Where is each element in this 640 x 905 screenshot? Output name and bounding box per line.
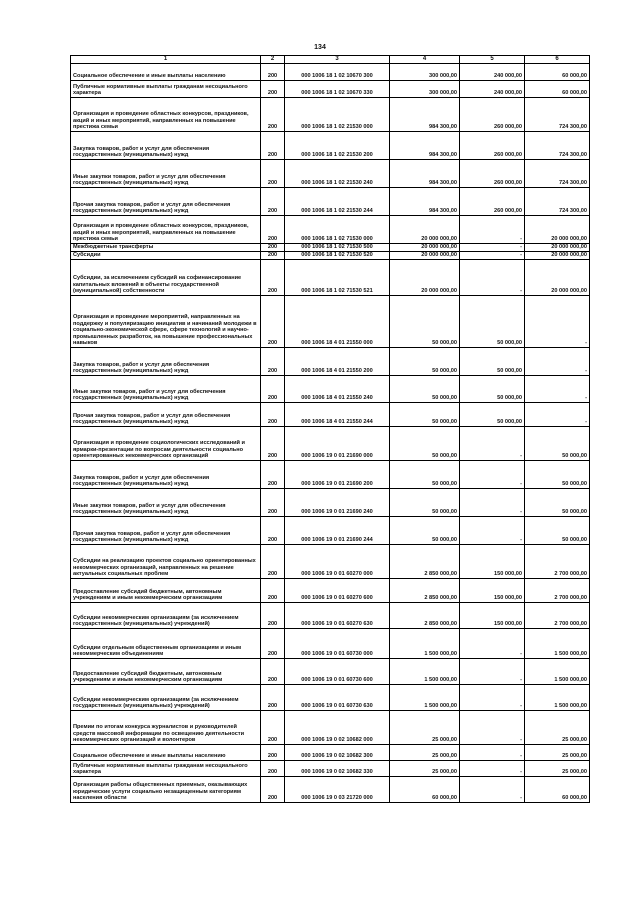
row-line-code-cell: 200 <box>261 545 285 579</box>
row-executed-amount-cell: - <box>460 244 525 252</box>
row-unexecuted-amount-cell: - <box>525 376 590 403</box>
row-unexecuted-amount-cell: 2 700 000,00 <box>525 579 590 603</box>
row-line-code-cell: 200 <box>261 348 285 376</box>
row-executed-amount-cell: 50 000,00 <box>460 296 525 348</box>
row-unexecuted-amount-cell: 1 500 000,00 <box>525 659 590 685</box>
row-unexecuted-amount-cell: 724 300,00 <box>525 98 590 132</box>
row-executed-amount-cell: 240 000,00 <box>460 81 525 98</box>
row-classification-code-cell: 000 1006 19 0 01 60730 000 <box>285 629 390 659</box>
row-classification-code-cell: 000 1006 18 4 01 21550 000 <box>285 296 390 348</box>
row-classification-code-cell: 000 1006 19 0 03 21720 000 <box>285 777 390 803</box>
row-approved-amount-cell: 2 850 000,00 <box>390 579 460 603</box>
table-row <box>71 296 590 348</box>
row-approved-amount-cell: 984 300,00 <box>390 132 460 160</box>
row-name-cell: Предоставление субсидий бюджетным, автономным учреждениям и иным некоммерческим организациям <box>71 659 261 685</box>
row-classification-code-cell: 000 1006 19 0 01 60730 600 <box>285 659 390 685</box>
row-classification-code-cell: 000 1006 19 0 02 10682 300 <box>285 745 390 761</box>
row-classification-code-cell: 000 1006 19 0 02 10682 330 <box>285 761 390 777</box>
row-classification-code-cell: 000 1006 18 1 02 10670 300 <box>285 64 390 81</box>
row-executed-amount-cell: - <box>460 659 525 685</box>
row-line-code-cell: 200 <box>261 376 285 403</box>
row-executed-amount-cell: - <box>460 711 525 745</box>
row-line-code-cell: 200 <box>261 403 285 427</box>
row-line-code-cell: 200 <box>261 461 285 489</box>
row-executed-amount-cell: 260 000,00 <box>460 188 525 216</box>
table-row <box>71 517 590 545</box>
row-unexecuted-amount-cell: 60 000,00 <box>525 777 590 803</box>
row-approved-amount-cell: 50 000,00 <box>390 296 460 348</box>
row-classification-code-cell: 000 1006 18 1 02 21530 240 <box>285 160 390 188</box>
row-approved-amount-cell: 1 500 000,00 <box>390 629 460 659</box>
row-name-cell: Субсидии отдельным общественным организациям и иным некоммерческим объединениям <box>71 629 261 659</box>
row-approved-amount-cell: 25 000,00 <box>390 711 460 745</box>
table-row <box>71 545 590 579</box>
row-executed-amount-cell: - <box>460 489 525 517</box>
row-executed-amount-cell: 260 000,00 <box>460 132 525 160</box>
row-approved-amount-cell: 300 000,00 <box>390 64 460 81</box>
row-classification-code-cell: 000 1006 19 0 02 10682 000 <box>285 711 390 745</box>
row-name-cell: Закупка товаров, работ и услуг для обеспечения государственных (муниципальных) нужд <box>71 348 261 376</box>
row-classification-code-cell: 000 1006 18 4 01 21550 240 <box>285 376 390 403</box>
row-approved-amount-cell: 1 500 000,00 <box>390 685 460 711</box>
row-unexecuted-amount-cell: 2 700 000,00 <box>525 603 590 629</box>
row-approved-amount-cell: 25 000,00 <box>390 761 460 777</box>
row-executed-amount-cell: 260 000,00 <box>460 98 525 132</box>
row-classification-code-cell: 000 1006 18 1 02 71530 500 <box>285 244 390 252</box>
row-line-code-cell: 200 <box>261 244 285 252</box>
row-approved-amount-cell: 2 850 000,00 <box>390 545 460 579</box>
row-unexecuted-amount-cell: 50 000,00 <box>525 461 590 489</box>
table-row <box>71 629 590 659</box>
row-approved-amount-cell: 50 000,00 <box>390 489 460 517</box>
row-name-cell: Предоставление субсидий бюджетным, автономным учреждениям и иным некоммерческим организациям <box>71 579 261 603</box>
table-row <box>71 461 590 489</box>
row-name-cell: Субсидии на реализацию проектов социально ориентированных некоммерческих организаций, направленных на решение актуальных социальных проблем <box>71 545 261 579</box>
row-name-cell: Прочая закупка товаров, работ и услуг для обеспечения государственных (муниципальных) нужд <box>71 517 261 545</box>
row-unexecuted-amount-cell: 724 300,00 <box>525 188 590 216</box>
row-approved-amount-cell: 50 000,00 <box>390 461 460 489</box>
row-approved-amount-cell: 20 000 000,00 <box>390 216 460 244</box>
row-line-code-cell: 200 <box>261 160 285 188</box>
row-executed-amount-cell: 150 000,00 <box>460 545 525 579</box>
row-line-code-cell: 200 <box>261 659 285 685</box>
row-approved-amount-cell: 50 000,00 <box>390 348 460 376</box>
row-executed-amount-cell: - <box>460 685 525 711</box>
row-name-cell: Социальное обеспечение и иные выплаты населению <box>71 745 261 761</box>
budget-table <box>70 55 590 803</box>
row-executed-amount-cell: 260 000,00 <box>460 160 525 188</box>
row-line-code-cell: 200 <box>261 81 285 98</box>
table-row <box>71 244 590 252</box>
row-line-code-cell: 200 <box>261 579 285 603</box>
row-classification-code-cell: 000 1006 18 1 02 21530 000 <box>285 98 390 132</box>
column-header: 4 <box>390 56 460 64</box>
row-executed-amount-cell: 150 000,00 <box>460 579 525 603</box>
row-executed-amount-cell: 50 000,00 <box>460 376 525 403</box>
row-line-code-cell: 200 <box>261 252 285 260</box>
row-name-cell: Публичные нормативные выплаты гражданам несоциального характера <box>71 761 261 777</box>
row-name-cell: Социальное обеспечение и иные выплаты населению <box>71 64 261 81</box>
row-approved-amount-cell: 20 000 000,00 <box>390 260 460 296</box>
table-row <box>71 64 590 81</box>
row-approved-amount-cell: 984 300,00 <box>390 188 460 216</box>
row-line-code-cell: 200 <box>261 260 285 296</box>
row-unexecuted-amount-cell: 20 000 000,00 <box>525 216 590 244</box>
row-name-cell: Закупка товаров, работ и услуг для обеспечения государственных (муниципальных) нужд <box>71 132 261 160</box>
row-line-code-cell: 200 <box>261 761 285 777</box>
row-name-cell: Субсидии <box>71 252 261 260</box>
row-line-code-cell: 200 <box>261 603 285 629</box>
table-row <box>71 160 590 188</box>
row-classification-code-cell: 000 1006 18 4 01 21550 200 <box>285 348 390 376</box>
row-executed-amount-cell: - <box>460 461 525 489</box>
row-line-code-cell: 200 <box>261 745 285 761</box>
row-name-cell: Организация работы общественных приемных, оказывающих юридические услуги социально незащищенным категориям населения области <box>71 777 261 803</box>
row-executed-amount-cell: - <box>460 216 525 244</box>
row-unexecuted-amount-cell: 724 300,00 <box>525 132 590 160</box>
table-row <box>71 745 590 761</box>
table-row <box>71 403 590 427</box>
row-approved-amount-cell: 300 000,00 <box>390 81 460 98</box>
row-classification-code-cell: 000 1006 18 1 02 21530 200 <box>285 132 390 160</box>
row-line-code-cell: 200 <box>261 98 285 132</box>
row-approved-amount-cell: 2 850 000,00 <box>390 603 460 629</box>
row-unexecuted-amount-cell: - <box>525 348 590 376</box>
table-row <box>71 489 590 517</box>
table-row <box>71 376 590 403</box>
row-unexecuted-amount-cell: 20 000 000,00 <box>525 252 590 260</box>
row-unexecuted-amount-cell: 20 000 000,00 <box>525 244 590 252</box>
row-classification-code-cell: 000 1006 19 0 01 21690 000 <box>285 427 390 461</box>
row-line-code-cell: 200 <box>261 427 285 461</box>
table-row <box>71 761 590 777</box>
column-header: 5 <box>460 56 525 64</box>
row-unexecuted-amount-cell: 25 000,00 <box>525 745 590 761</box>
column-header: 1 <box>71 56 261 64</box>
row-unexecuted-amount-cell: 50 000,00 <box>525 517 590 545</box>
table-row <box>71 777 590 803</box>
row-line-code-cell: 200 <box>261 132 285 160</box>
row-name-cell: Прочая закупка товаров, работ и услуг для обеспечения государственных (муниципальных) нужд <box>71 403 261 427</box>
row-name-cell: Иные закупки товаров, работ и услуг для обеспечения государственных (муниципальных) нужд <box>71 489 261 517</box>
row-approved-amount-cell: 60 000,00 <box>390 777 460 803</box>
row-approved-amount-cell: 50 000,00 <box>390 517 460 545</box>
row-executed-amount-cell: 150 000,00 <box>460 603 525 629</box>
row-executed-amount-cell: 50 000,00 <box>460 348 525 376</box>
row-line-code-cell: 200 <box>261 629 285 659</box>
column-header: 6 <box>525 56 590 64</box>
row-name-cell: Публичные нормативные выплаты гражданам несоциального характера <box>71 81 261 98</box>
row-executed-amount-cell: - <box>460 761 525 777</box>
table-row <box>71 427 590 461</box>
row-executed-amount-cell: - <box>460 427 525 461</box>
page-number: 134 <box>314 44 326 51</box>
row-unexecuted-amount-cell: 1 500 000,00 <box>525 629 590 659</box>
row-approved-amount-cell: 25 000,00 <box>390 745 460 761</box>
row-classification-code-cell: 000 1006 19 0 01 60270 000 <box>285 545 390 579</box>
row-line-code-cell: 200 <box>261 188 285 216</box>
row-unexecuted-amount-cell: - <box>525 296 590 348</box>
column-header: 2 <box>261 56 285 64</box>
row-unexecuted-amount-cell: 50 000,00 <box>525 427 590 461</box>
row-name-cell: Субсидии некоммерческим организациям (за исключением государственных (муниципальных) учреждений) <box>71 603 261 629</box>
row-line-code-cell: 200 <box>261 489 285 517</box>
table-row <box>71 81 590 98</box>
row-unexecuted-amount-cell: 2 700 000,00 <box>525 545 590 579</box>
table-row <box>71 579 590 603</box>
row-name-cell: Субсидии, за исключением субсидий на софинансирование капитальных вложений в объекты государственной (муниципальной) собственности <box>71 260 261 296</box>
table-row <box>71 659 590 685</box>
row-name-cell: Организация и проведение мероприятий, направленных на поддержку и популяризацию инициатив и начинаний молодежи в социально-экономической сфере, сфере технологий и научно-промышленных разработок, на повышение профессиональных навыков <box>71 296 261 348</box>
row-unexecuted-amount-cell: 50 000,00 <box>525 489 590 517</box>
row-classification-code-cell: 000 1006 18 1 02 10670 330 <box>285 81 390 98</box>
table-row <box>71 711 590 745</box>
row-name-cell: Прочая закупка товаров, работ и услуг для обеспечения государственных (муниципальных) нужд <box>71 188 261 216</box>
row-executed-amount-cell: - <box>460 745 525 761</box>
table-row <box>71 188 590 216</box>
row-approved-amount-cell: 50 000,00 <box>390 427 460 461</box>
row-approved-amount-cell: 50 000,00 <box>390 376 460 403</box>
row-classification-code-cell: 000 1006 18 1 02 71530 521 <box>285 260 390 296</box>
row-approved-amount-cell: 984 300,00 <box>390 98 460 132</box>
row-unexecuted-amount-cell: - <box>525 403 590 427</box>
row-line-code-cell: 200 <box>261 711 285 745</box>
row-classification-code-cell: 000 1006 19 0 01 60270 630 <box>285 603 390 629</box>
table-row <box>71 603 590 629</box>
table-row <box>71 132 590 160</box>
row-unexecuted-amount-cell: 724 300,00 <box>525 160 590 188</box>
row-unexecuted-amount-cell: 60 000,00 <box>525 64 590 81</box>
column-header: 3 <box>285 56 390 64</box>
row-executed-amount-cell: 240 000,00 <box>460 64 525 81</box>
row-name-cell: Закупка товаров, работ и услуг для обеспечения государственных (муниципальных) нужд <box>71 461 261 489</box>
row-classification-code-cell: 000 1006 18 1 02 71530 000 <box>285 216 390 244</box>
scan-edge-stamp <box>12 0 28 905</box>
row-approved-amount-cell: 50 000,00 <box>390 403 460 427</box>
row-executed-amount-cell: - <box>460 777 525 803</box>
row-classification-code-cell: 000 1006 19 0 01 21690 200 <box>285 461 390 489</box>
row-name-cell: Премии по итогам конкурса журналистов и руководителей средств массовой информации по освещению деятельности некоммерческих организаций и волонтеров <box>71 711 261 745</box>
row-unexecuted-amount-cell: 25 000,00 <box>525 711 590 745</box>
row-classification-code-cell: 000 1006 19 0 01 60730 630 <box>285 685 390 711</box>
row-line-code-cell: 200 <box>261 517 285 545</box>
row-approved-amount-cell: 20 000 000,00 <box>390 244 460 252</box>
row-executed-amount-cell: - <box>460 629 525 659</box>
row-classification-code-cell: 000 1006 18 4 01 21550 244 <box>285 403 390 427</box>
row-executed-amount-cell: - <box>460 517 525 545</box>
row-unexecuted-amount-cell: 1 500 000,00 <box>525 685 590 711</box>
row-classification-code-cell: 000 1006 18 1 02 71530 520 <box>285 252 390 260</box>
row-classification-code-cell: 000 1006 18 1 02 21530 244 <box>285 188 390 216</box>
table-row <box>71 98 590 132</box>
row-unexecuted-amount-cell: 25 000,00 <box>525 761 590 777</box>
row-name-cell: Субсидии некоммерческим организациям (за исключением государственных (муниципальных) учреждений) <box>71 685 261 711</box>
table-row <box>71 685 590 711</box>
row-unexecuted-amount-cell: 60 000,00 <box>525 81 590 98</box>
row-executed-amount-cell: - <box>460 252 525 260</box>
row-approved-amount-cell: 20 000 000,00 <box>390 252 460 260</box>
row-executed-amount-cell: 50 000,00 <box>460 403 525 427</box>
row-unexecuted-amount-cell: 20 000 000,00 <box>525 260 590 296</box>
row-line-code-cell: 200 <box>261 64 285 81</box>
row-line-code-cell: 200 <box>261 296 285 348</box>
row-name-cell: Организация и проведение социологических исследований и ярмарки-презентации по вопросам деятельности социально ориентированных некоммерческих организаций <box>71 427 261 461</box>
row-line-code-cell: 200 <box>261 685 285 711</box>
row-name-cell: Организация и проведение областных конкурсов, праздников, акций и иных мероприятий, направленных на повышение престижа семьи <box>71 216 261 244</box>
table-row <box>71 260 590 296</box>
row-name-cell: Организация и проведение областных конкурсов, праздников, акций и иных мероприятий, направленных на повышение престижа семьи <box>71 98 261 132</box>
row-name-cell: Иные закупки товаров, работ и услуг для обеспечения государственных (муниципальных) нужд <box>71 160 261 188</box>
row-executed-amount-cell: - <box>460 260 525 296</box>
row-classification-code-cell: 000 1006 19 0 01 21690 240 <box>285 489 390 517</box>
row-name-cell: Межбюджетные трансферты <box>71 244 261 252</box>
row-name-cell: Иные закупки товаров, работ и услуг для обеспечения государственных (муниципальных) нужд <box>71 376 261 403</box>
row-line-code-cell: 200 <box>261 777 285 803</box>
table-row <box>71 216 590 244</box>
row-line-code-cell: 200 <box>261 216 285 244</box>
table-row <box>71 252 590 260</box>
row-classification-code-cell: 000 1006 19 0 01 21690 244 <box>285 517 390 545</box>
table-row <box>71 348 590 376</box>
header-row <box>71 56 590 64</box>
row-classification-code-cell: 000 1006 19 0 01 60270 600 <box>285 579 390 603</box>
row-approved-amount-cell: 984 300,00 <box>390 160 460 188</box>
row-approved-amount-cell: 1 500 000,00 <box>390 659 460 685</box>
